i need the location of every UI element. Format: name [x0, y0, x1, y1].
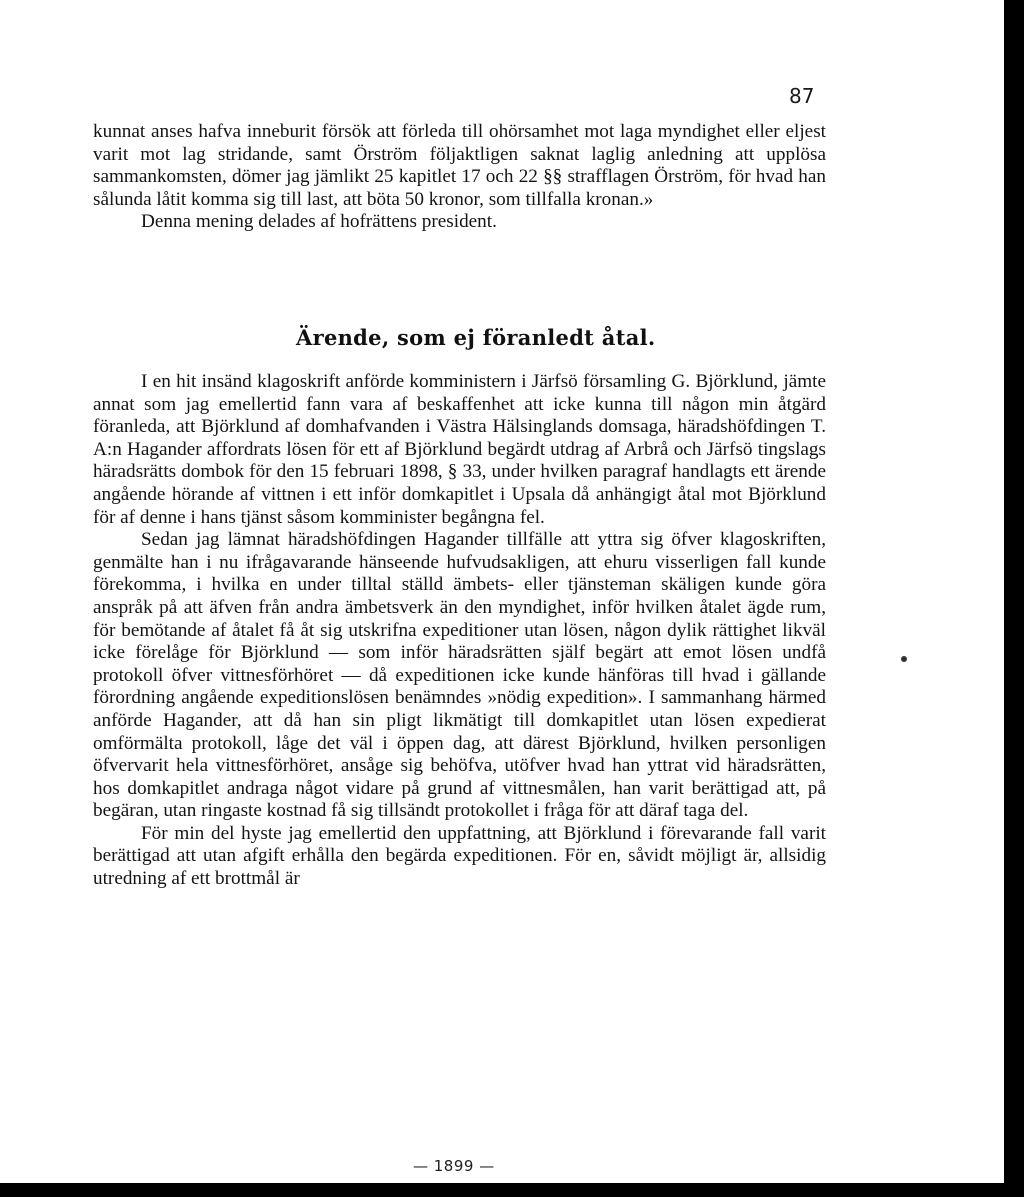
- main-text-block: [93, 371, 826, 891]
- paragraph: kunnat anses hafva inneburit försök att förleda till ohörsamhet mot laga myndighet eller eljest varit mot lag stridande, samt Örström följaktligen saknat laglig anledning att upplösa sammankomsten, dömer jag jämlikt 25 kapitlet 17 och 22 §§ strafflagen Örström, för hvad han sålunda låtit komma sig till last, att böta 50 kronor, som tillfalla kronan.»: [93, 121, 826, 210]
- section-heading: Ärende, som ej föranledt åtal.: [296, 325, 656, 350]
- printer-signature: — 1899 —: [413, 1157, 495, 1175]
- margin-dot-mark: [901, 656, 907, 662]
- opening-text-block: [93, 121, 826, 234]
- page-number: 87: [789, 84, 815, 108]
- scan-border-right: [1004, 0, 1024, 1197]
- paragraph: För min del hyste jag emellertid den uppfattning, att Björklund i förevarande fall varit berättigad att utan afgift erhålla den begärda expeditionen. För en, såvidt möjligt är, allsidig utredning af ett brottmål är: [93, 822, 826, 890]
- paragraph: Denna mening delades af hofrättens president.: [141, 211, 497, 233]
- paragraph: I en hit insänd klagoskrift anförde komministern i Järfsö församling G. Björklund, jämte annat som jag emellertid fann vara af beskaffenhet att icke kunna till någon min åtgärd föranleda, att Björklund af domhafvanden i Västra Hälsinglands domsaga, häradshöfdingen T. A:n Hagander affordrats lösen för ett af Björklund begärdt utdrag af Arbrå och Järfsö tingslags häradsrätts dombok för den 15 februari 1898, § 33, under hvilken paragraf handlagts ett ärende angående hörande af vittnen i ett inför domkapitlet i Upsala då anhängigt åtal mot Björklund för af denne i hans tjänst såsom komminister begångna fel.: [93, 371, 826, 528]
- paragraph: Sedan jag lämnat häradshöfdingen Hagander tillfälle att yttra sig öfver klagoskriften, genmälte han i nu ifrågavarande hänseende hufvudsakligen, att ehuru visserligen fall kunde förekomma, i hvilka en under tilltal ställd ämbets- eller tjänsteman skäligen kunde göra anspråk på att äfven från andra ämbetsverk än den myndighet, inför hvilken åtalet ägde rum, för bemötande af åtalet få åt sig utskrifna expeditioner utan lösen, någon dylik rättighet likväl icke förelåge för Björklund — som inför häradsrätten själf begärt att emot lösen undfå protokoll öfver vittnesförhöret — då expeditionen icke kunde hänföras till hvad i gällande förordning angående expeditionslösen benämndes »nödig expedition». I sammanhang härmed anförde Hagander, att då han sin pligt likmätigt till domkapitlet utan lösen expedierat omförmälta protokoll, låge det väl i öppen dag, att därest Björklund, hvilken personligen öfvervarit hela vittnesförhöret, ansåge sig behöfva, utöfver hvad han yttrat vid häradsrätten, hos domkapitlet andraga något vidare på grund af vittnesmålen, han varit berättigad att, på begäran, utan ringaste kostnad få sig tillsändt protokollet i fråga för att däraf taga del.: [93, 529, 826, 822]
- scan-border-bottom: [0, 1183, 1024, 1197]
